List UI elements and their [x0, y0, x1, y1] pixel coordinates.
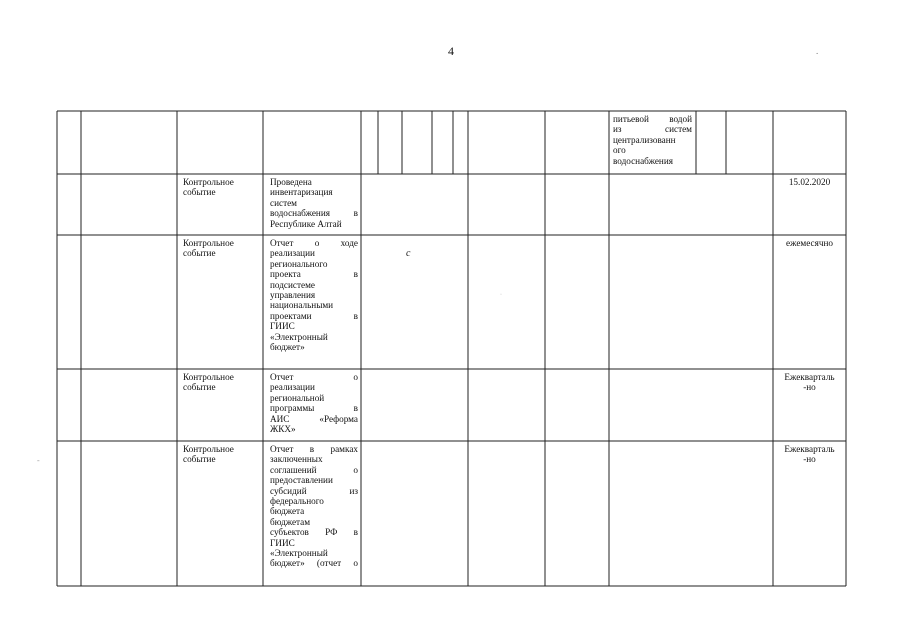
- cell-text-line: событие: [183, 248, 216, 259]
- cell-text-line: программы в: [270, 403, 358, 414]
- cell-text-line: событие: [183, 187, 216, 198]
- margin-mark: .: [816, 46, 819, 56]
- cell-text-line: ГИИС: [270, 537, 295, 548]
- cell-text-line: проектами в: [270, 310, 358, 321]
- cell-text-line: заключенных: [270, 454, 323, 465]
- cell-text-line: Контрольное: [183, 444, 234, 454]
- event-description-cell: [270, 372, 358, 434]
- cell-text-line: управления: [270, 290, 316, 301]
- event-description-cell: [270, 177, 358, 229]
- event-description-cell: [270, 238, 358, 352]
- cell-text-line: Отчет о ходе: [270, 238, 358, 248]
- cell-text-line: предоставлении: [270, 475, 333, 486]
- event-date-cell: [776, 238, 843, 248]
- event-type-cell: [183, 177, 259, 198]
- cell-text-line: «Электронный: [270, 331, 328, 342]
- scan-speck: ·: [500, 292, 502, 298]
- cell-text-line: Контрольное: [183, 238, 234, 248]
- cell-text-line: водоснабжения: [613, 155, 673, 166]
- cell-text-line: систем: [270, 197, 297, 208]
- cell-text-line: национальными: [270, 300, 334, 311]
- event-type-cell: [183, 238, 259, 259]
- event-type-cell: [183, 444, 259, 465]
- stray-mark: с: [406, 248, 411, 259]
- cell-text-line: соглашений о: [270, 464, 358, 475]
- cell-text-line: ЖКХ»: [270, 424, 296, 435]
- cell-text-line: из систем: [613, 124, 692, 135]
- cell-text-line: Контрольное: [183, 177, 234, 187]
- cell-text-line: Ежекварталь: [784, 444, 835, 454]
- cell-text-line: Контрольное: [183, 372, 234, 382]
- cell-text-line: бюджета: [270, 506, 305, 517]
- cell-text-line: региональной: [270, 392, 325, 403]
- cell-text-line: -но: [803, 454, 816, 465]
- cell-text-line: «Электронный: [270, 548, 328, 559]
- cell-text-line: федерального: [270, 496, 324, 507]
- cell-text-line: субъектов РФ в: [270, 527, 358, 538]
- cell-text-line: ого: [613, 145, 626, 156]
- cell-text-line: питьевой водой: [613, 114, 692, 124]
- cell-text-line: ГИИС: [270, 321, 295, 332]
- cell-text-line: Отчет в рамках: [270, 444, 358, 454]
- cell-text-line: АИС «Реформа: [270, 413, 358, 424]
- event-type-cell: [183, 372, 259, 393]
- cell-text-line: бюджетам: [270, 516, 311, 527]
- cell-text-line: инвентаризация: [270, 187, 333, 198]
- event-description-cell: [270, 444, 358, 569]
- cell-text-line: Проведена: [270, 177, 312, 187]
- event-date-cell: [776, 177, 843, 187]
- page-number: 4: [448, 44, 454, 58]
- cell-text-line: Республике Алтай: [270, 218, 342, 229]
- scan-speck: -: [37, 456, 40, 465]
- cell-text-line: ежемесячно: [786, 238, 833, 248]
- cell-text-line: регионального: [270, 258, 328, 269]
- cell-text-line: событие: [183, 454, 216, 465]
- cell-text-line: реализации: [270, 382, 315, 393]
- event-date-cell: [776, 444, 843, 465]
- cell-text-line: водоснабжения в: [270, 208, 358, 219]
- cell-text-line: подсистеме: [270, 279, 315, 290]
- cell-text-line: событие: [183, 382, 216, 393]
- cell-text-line: -но: [803, 382, 816, 393]
- cell-text-line: проекта в: [270, 269, 358, 280]
- event-date-cell: [776, 372, 843, 393]
- cell-text-line: бюджет»: [270, 342, 305, 353]
- cell-text-line: реализации: [270, 248, 315, 259]
- cell-text-line: субсидий из: [270, 485, 358, 496]
- cell-text-line: централизованн: [613, 134, 676, 145]
- cell-text-line: Ежекварталь: [784, 372, 835, 382]
- cell-text-line: Отчет о: [270, 372, 358, 382]
- cell-text-line: 15.02.2020: [788, 177, 831, 187]
- table-row: [613, 114, 692, 166]
- cell-text-line: бюджет» (отчет о: [270, 558, 358, 569]
